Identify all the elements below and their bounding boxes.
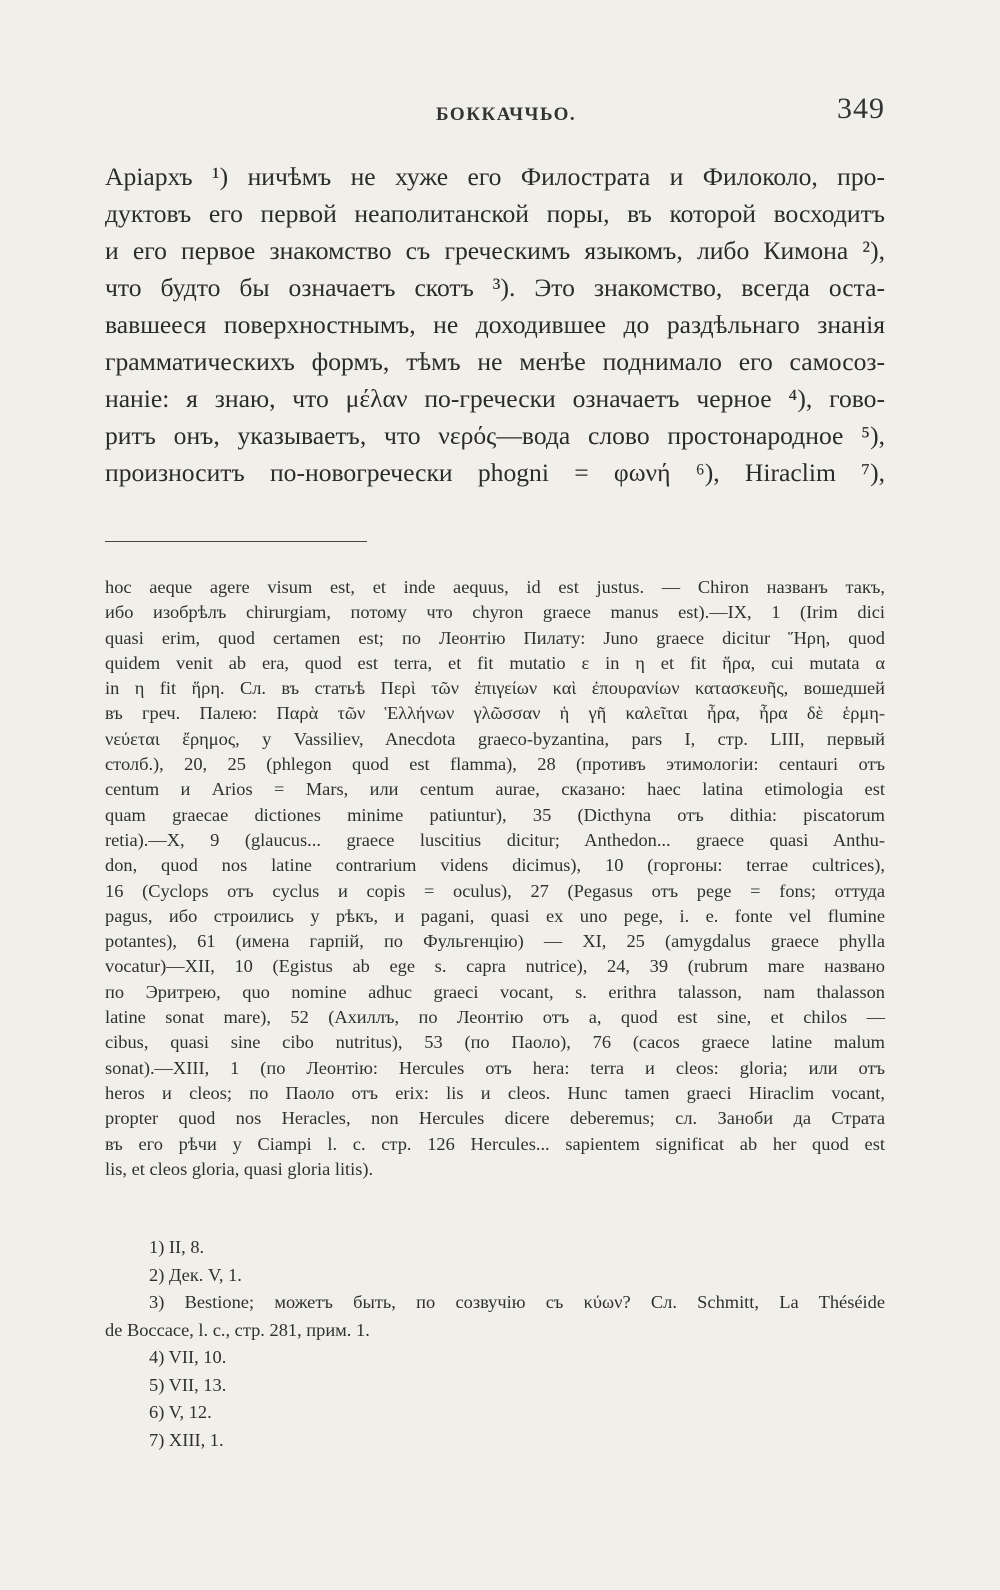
footnote-line: ибо изобрѣлъ chirurgiam, потому что chyron graece manus est).—IX, 1 (Irim dici xyxy=(105,602,885,623)
main-text-line: произноситъ по-новогречески phogni = φωνή ⁶), Hiraclim ⁷), xyxy=(105,458,885,487)
footnote-line: νεύεται ἔρημος, у Vassiliev, Anecdota graeco-byzantina, pars I, стр. LIII, первый xyxy=(105,728,885,749)
main-text-line: вавшееся поверхностнымъ, не доходившее до раздѣльнаго знанія xyxy=(105,310,885,339)
note-item: 4) VII, 10. xyxy=(149,1347,227,1367)
note-item: 1) II, 8. xyxy=(149,1237,205,1257)
main-text-line: Аріархъ ¹) ничѣмъ не хуже его Филострата и Филоколо, про- xyxy=(105,162,885,191)
footnote-line: propter quod nos Heracles, non Hercules dicere deberemus; сл. Заноби да Страта xyxy=(105,1108,885,1129)
note-item-continuation: de Boccace, l. c., стр. 281, прим. 1. xyxy=(105,1319,370,1340)
footnote-line: въ греч. Палею: Παρὰ τῶν Ἑλλήνων γλῶσσαν ἡ γῆ καλεῖται ἦρα, ἦρα δὲ ἑρμη- xyxy=(105,703,885,724)
note-item: 3) Bestione; можетъ быть, по созвучію съ κύων? Сл. Schmitt, La Théséide xyxy=(149,1292,885,1312)
footnote-line: centum и Arios = Mars, или centum aurae, сказано: haec latina etimologia est xyxy=(105,779,885,800)
footnote-line: don, quod nos latine contrarium videns dicimus), 10 (горгоны: terrae cultrices), xyxy=(105,855,885,876)
note-item: 5) VII, 13. xyxy=(149,1374,227,1395)
footnote-line: quam graecae dictiones minime patiuntur), 35 (Dicthyna отъ dithia: piscatorum xyxy=(105,804,885,825)
footnote-line: pagus, ибо строились у рѣкъ, и pagani, quasi ex uno pege, i. e. fonte vel flumine xyxy=(105,905,885,926)
main-text-line: и его первое знакомство съ греческимъ языкомъ, либо Кимона ²), xyxy=(105,236,885,265)
footnote-line: 16 (Cyclops отъ cyclus и copis = oculus), 27 (Pegasus отъ pege = fons; оттуда xyxy=(105,880,885,901)
running-head xyxy=(105,92,885,132)
footnote-line: sonat).—XIII, 1 (по Леонтію: Hercules отъ hera: terra и cleos: gloria; или отъ xyxy=(105,1057,885,1078)
footnote-line: lis, et cleos gloria, quasi gloria litis). xyxy=(105,1158,374,1179)
footnote-continuation xyxy=(105,575,885,1182)
footnote-line: столб.), 20, 25 (phlegon quod est flamma), 28 (противъ этимологіи: centauri отъ xyxy=(105,754,885,775)
main-text xyxy=(105,158,885,491)
footnote-line: по Эритрею, quo nomine adhuc graeci vocant, s. erithra talasson, nam thalasson xyxy=(105,981,885,1002)
footnote-line: hoc aeque agere visum est, et inde aequus, id est justus. — Chiron названъ такъ, xyxy=(105,577,885,597)
footnote-line: въ его рѣчи у Ciampi l. c. стр. 126 Hercules... sapientem significat ab her quod est xyxy=(105,1133,885,1154)
footnote-line: quidem venit ab era, quod est terra, et fit mutatio ε in η et fit ἥρα, cui mutata α xyxy=(105,652,885,673)
footnote-line: quasi erim, quod certamen est; по Леонтію Пилату: Juno graece dicitur Ἥρη, quod xyxy=(105,627,885,648)
main-text-line: что будто бы означаетъ скотъ ³). Это знакомство, всегда оста- xyxy=(105,273,885,302)
footnote-line: cibus, quasi sine cibo nutritus), 53 (по Паоло), 76 (cacos graece latine malum xyxy=(105,1032,885,1053)
main-text-line: ритъ онъ, указываетъ, что νερός—вода слово простонародное ⁵), xyxy=(105,421,885,450)
footnote-line: potantes), 61 (имена гарпій, по Фульгенцію) — XI, 25 (amygdalus graece phylla xyxy=(105,931,885,952)
page-number: 349 xyxy=(837,92,885,125)
footnote-line: vocatur)—XII, 10 (Egistus ab ege s. capra nutrice), 24, 39 (rubrum mare названо xyxy=(105,956,885,977)
footnote-line: latine sonat mare), 52 (Ахиллъ, по Леонтію отъ а, quod est sine, et chilos — xyxy=(105,1007,885,1028)
main-text-line: дуктовъ его первой неаполитанской поры, въ которой восходитъ xyxy=(105,199,885,228)
main-text-line: наніе: я знаю, что μέλαν по-гречески означаетъ черное ⁴), гово- xyxy=(105,384,885,413)
note-item: 7) XIII, 1. xyxy=(149,1429,224,1450)
note-item: 6) V, 12. xyxy=(149,1402,212,1422)
main-text-line: грамматическихъ формъ, тѣмъ не менѣе поднимало его самосоз- xyxy=(105,347,885,376)
numbered-notes xyxy=(105,1234,885,1454)
footnote-line: heros и cleos; по Паоло отъ erix: lis и cleos. Hunc tamen graeci Hiraclim vocant, xyxy=(105,1082,885,1103)
footnote-line: retia).—X, 9 (glaucus... graece luscitius dicitur; Anthedon... graece quasi Anthu- xyxy=(105,829,885,850)
running-title: БОККАЧЧЬО. xyxy=(436,104,577,125)
note-item: 2) Дек. V, 1. xyxy=(149,1264,242,1285)
footnote-line: in η fit ἥρη. Сл. въ статьѣ Περὶ τῶν ἐπιγείων καὶ ἐπουρανίων κατασκευῆς, вошедшей xyxy=(105,678,885,699)
footnote-rule xyxy=(105,541,367,542)
